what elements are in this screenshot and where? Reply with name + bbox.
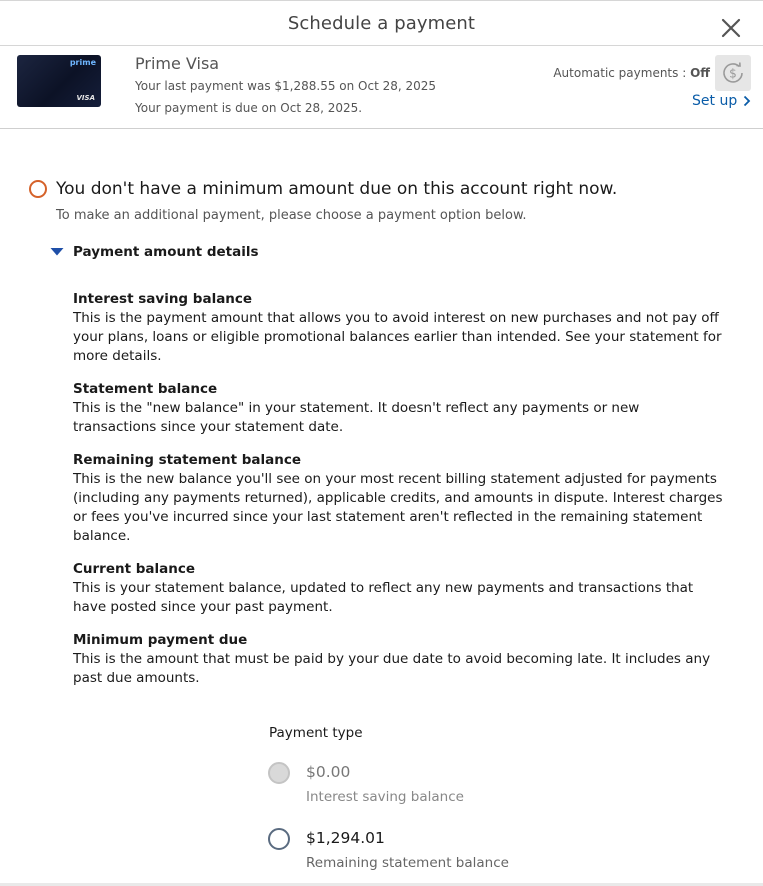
account-name: Prime Visa xyxy=(135,54,220,73)
card-brand-logo: prime xyxy=(69,58,96,67)
definition-item xyxy=(73,560,723,617)
definition-title: Current balance xyxy=(73,561,196,577)
definition-item xyxy=(73,290,723,366)
card-image xyxy=(17,55,101,107)
definition-text: This is the "new balance" in your statement. It doesn't reflect any payments or new transactions since your statement date. xyxy=(73,400,640,435)
info-circle-icon xyxy=(29,180,47,198)
autopay-icon-button[interactable] xyxy=(715,55,751,91)
definition-text: This is your statement balance, updated to reflect any new payments and transactions that have posted since your past payment. xyxy=(73,580,694,615)
definition-text: This is the amount that must be paid by your due date to avoid becoming late. It includes any past due amounts. xyxy=(73,651,711,686)
definition-title: Remaining statement balance xyxy=(73,452,302,468)
payment-option-amount: $1,294.01 xyxy=(306,829,385,847)
payment-details-toggle-label: Payment amount details xyxy=(73,244,259,260)
autopay-dollar-icon xyxy=(715,55,751,91)
autopay-status xyxy=(553,66,710,80)
definition-title: Statement balance xyxy=(73,381,218,397)
definition-text: This is the payment amount that allows you to avoid interest on new purchases and not pay off your plans, loans or eligible promotional balances earlier than intended. See your statement for more details. xyxy=(73,310,722,364)
payment-details-toggle[interactable] xyxy=(50,244,259,260)
card-network-logo: VISA xyxy=(76,94,95,102)
definition-item xyxy=(73,380,723,437)
radio-button[interactable] xyxy=(268,828,290,850)
last-payment-text: Your last payment was $1,288.55 on Oct 28, 2025 xyxy=(135,79,437,93)
definition-text: This is the new balance you'll see on your most recent billing statement adjusted for payments (including any payments returned), applicable credits, and amounts in dispute. Interest charges or fees you've incurred since your last statement aren't reflected in the remaining statement balance. xyxy=(73,471,723,544)
chevron-right-icon xyxy=(743,95,751,107)
due-date-text: Your payment is due on Oct 28, 2025. xyxy=(135,101,363,115)
close-button[interactable] xyxy=(719,16,743,40)
autopay-label: Automatic payments : xyxy=(553,66,687,80)
definition-item xyxy=(73,451,723,546)
autopay-state: Off xyxy=(690,66,710,80)
radio-button-disabled xyxy=(268,762,290,784)
modal-title: Schedule a payment xyxy=(287,13,476,34)
notice-subtitle: To make an additional payment, please choose a payment option below. xyxy=(56,208,527,223)
definition-title: Interest saving balance xyxy=(73,291,253,307)
account-summary xyxy=(0,46,763,129)
payment-type-label: Payment type xyxy=(269,725,363,741)
definition-title: Minimum payment due xyxy=(73,632,248,648)
payment-details-list xyxy=(73,290,723,702)
close-icon xyxy=(719,16,743,40)
payment-option-description: Remaining statement balance xyxy=(306,855,509,871)
caret-down-icon xyxy=(50,247,64,257)
svg-text:$: $ xyxy=(729,66,737,81)
notice-title: You don't have a minimum amount due on this account right now. xyxy=(56,179,618,199)
payment-option-description: Interest saving balance xyxy=(306,789,464,805)
modal-header xyxy=(0,0,763,46)
setup-autopay-link[interactable] xyxy=(692,93,751,109)
setup-link-label: Set up xyxy=(692,93,738,109)
definition-item xyxy=(73,631,723,688)
payment-option-amount: $0.00 xyxy=(306,763,351,781)
